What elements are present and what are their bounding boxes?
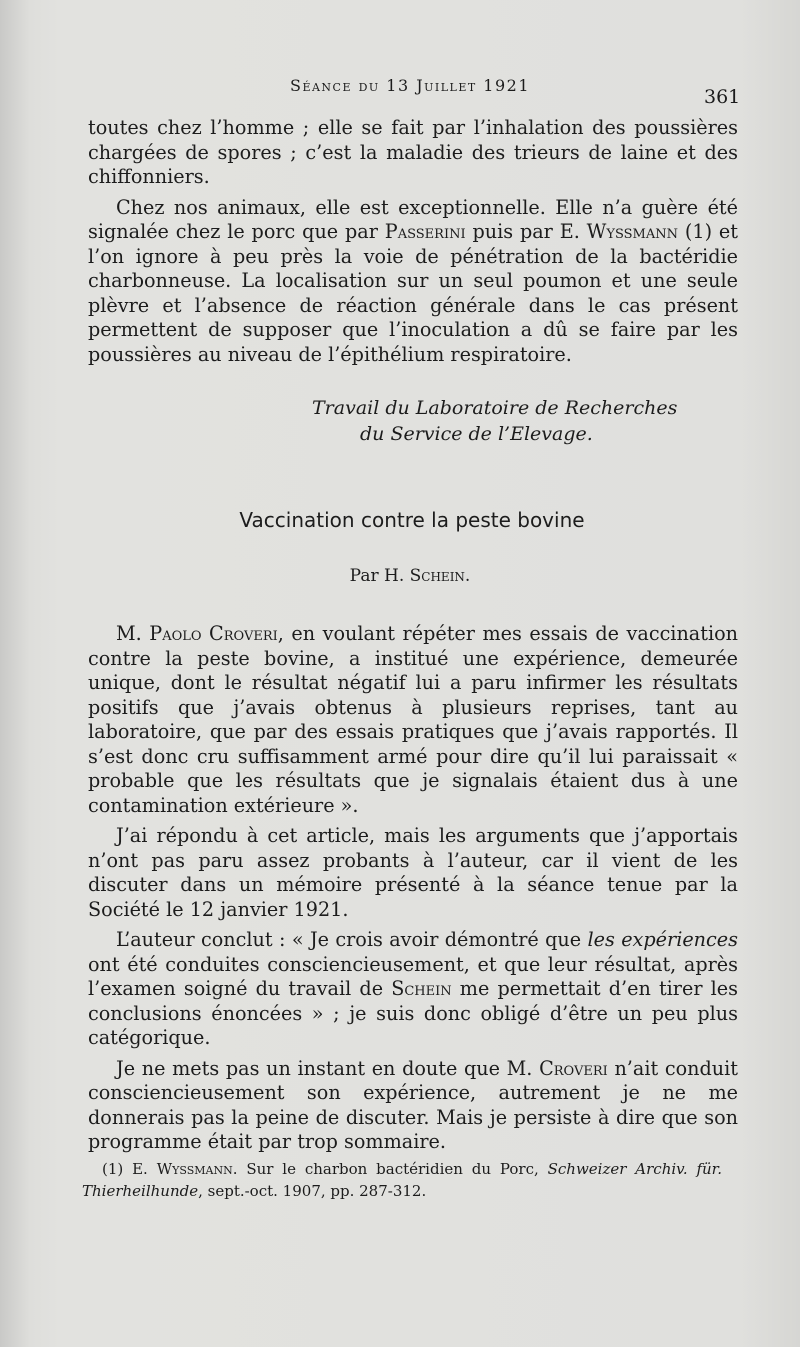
- running-title: Séance du 13 Juillet 1921: [290, 76, 531, 95]
- paragraph: J’ai répondu à cet article, mais les arguments que j’apportais n’ont pas paru assez probants à l’auteur, car il vient de les discuter dans un mémoire présenté à la séance tenue par la Société le 12 janvier 1921.: [88, 824, 738, 921]
- paragraph: M. Paolo Croveri, en voulant répéter mes essais de vaccination contre la peste bovine, a institué une expérience, demeurée unique, dont le résultat négatif lui a paru infirmer les résultats positifs que j’avais obtenus à plusieurs reprises, tant au laboratoire, que par des essais pratiques que j’avais rapportés. Il s’est donc cru suffisamment armé pour dire qu’il lui paraissait « probable que les résultats que je signalais étaient dus à une contamination extérieure ».: [88, 622, 739, 817]
- article-body: [88, 622, 738, 1155]
- footnote: (1) E. Wyssmann. Sur le charbon bactéridien du Porc, Schweizer Archiv. für. Thierheilhunde, sept.-oct. 1907, pp. 287-312.: [82, 1160, 722, 1200]
- lab-signature-line-2: du Service de l’Elevage.: [360, 423, 593, 445]
- paragraph: Chez nos animaux, elle est exceptionnelle. Elle n’a guère été signalée chez le porc que par Passerini puis par E. Wyssmann (1) et l’on ignore à peu près la voie de pénétration de la bactéridie charbonneuse. La localisation sur un seul poumon et une seule plèvre et l’absence de réaction générale dans le cas présent permettent de supposer que l’inoculation a dû se faire par les poussières au niveau de l’épithélium respiratoire.: [88, 195, 738, 366]
- running-header: [0, 76, 800, 108]
- article-title: Vaccination contre la peste bovine: [239, 508, 585, 532]
- previous-article-body: [88, 116, 738, 367]
- paragraph: Je ne mets pas un instant en doute que M. Croveri n’ait conduit consciencieusement son expérience, autrement je ne me donnerais pas la peine de discuter. Mais je persiste à dire que son programme était par trop sommaire.: [88, 1056, 738, 1153]
- article-author: Par H. Schein.: [349, 566, 471, 586]
- paragraph: L’auteur conclut : « Je crois avoir démontré que les expériences ont été conduites consciencieusement, et que leur résultat, après l’examen soigné du travail de Schein me permettait d’en tirer les conclusions énoncées » ; je suis donc obligé d’être un peu plus catégorique.: [88, 928, 738, 1049]
- paragraph: toutes chez l’homme ; elle se fait par l’inhalation des poussières chargées de spores ; c’est la maladie des trieurs de laine et des chiffonniers.: [88, 116, 738, 188]
- page-number: 361: [704, 86, 741, 108]
- lab-signature-line-1: Travail du Laboratoire de Recherches: [312, 397, 678, 419]
